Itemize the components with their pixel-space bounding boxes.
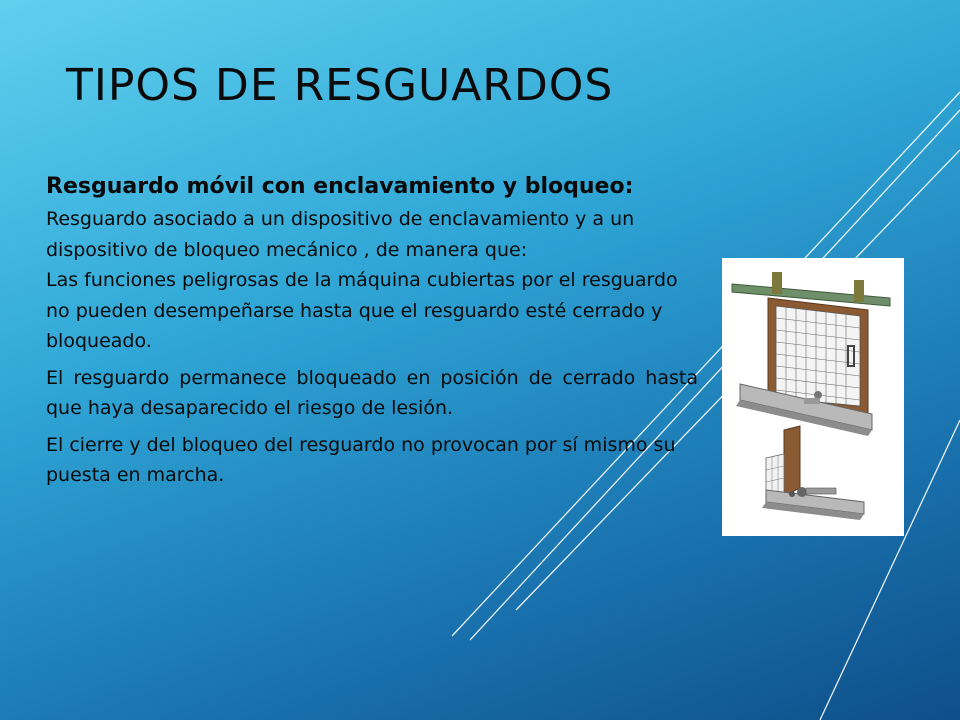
- slide-content: [46, 170, 698, 491]
- slide-title: TIPOS DE RESGUARDOS: [66, 60, 614, 111]
- definition-paragraph: Resguardo asociado a un dispositivo de enclavamiento y a un dispositivo de bloqueo mecánico , de manera que:: [46, 208, 635, 261]
- sliding-guard-illustration-icon: [722, 258, 904, 536]
- sliding-guard-illustration: [722, 258, 904, 536]
- section-heading: Resguardo móvil con enclavamiento y bloqueo:: [46, 174, 634, 199]
- lock-paragraph: El resguardo permanece bloqueado en posición de cerrado hasta que haya desaparecido el riesgo de lesión.: [46, 366, 698, 419]
- hazard-paragraph: Las funciones peligrosas de la máquina cubiertas por el resguardo no pueden desempeñarse hasta que el resguardo esté cerrado y bloqueado.: [46, 269, 678, 352]
- closure-paragraph: El cierre y del bloqueo del resguardo no provocan por sí mismo su puesta en marcha.: [46, 433, 676, 486]
